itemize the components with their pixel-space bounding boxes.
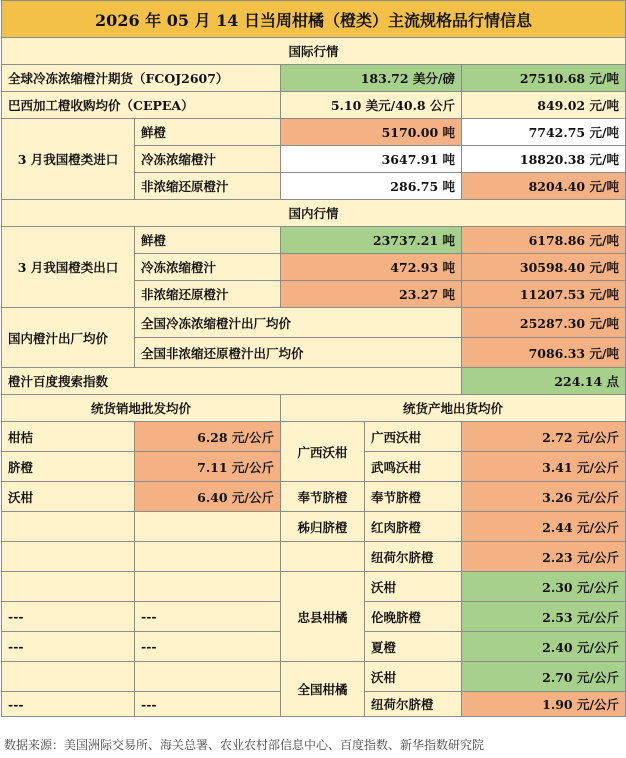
- cepea-price-cny: 849.02 元/吨: [462, 92, 626, 119]
- data-source-note: 数据来源：美国洲际交易所、海关总署、农业农村部信息中心、百度指数、新华指数研究院: [4, 738, 485, 752]
- juice-price-item: 全国非浓缩还原橙汁出厂均价: [135, 338, 462, 368]
- origin-group-empty: [281, 542, 365, 572]
- origin-price: 2.72 元/公斤: [462, 422, 626, 452]
- origin-item-name: 纽荷尔脐橙: [365, 692, 462, 717]
- juice-price-value: 7086.33 元/吨: [462, 338, 626, 368]
- wholesale-empty-cell: [2, 662, 135, 692]
- wholesale-price: 6.40 元/公斤: [135, 482, 281, 512]
- fcoj-price-usd: 183.72 美分/磅: [281, 65, 462, 92]
- import-volume: 5170.00 吨: [281, 119, 462, 146]
- origin-price: 3.41 元/公斤: [462, 452, 626, 482]
- origin-group: 奉节脐橙: [281, 482, 365, 512]
- market-table: [1, 0, 626, 717]
- wholesale-price: ---: [135, 602, 281, 632]
- import-price: 7742.75 元/吨: [462, 119, 626, 146]
- wholesale-empty-cell: [2, 512, 135, 542]
- wholesale-item-name: ---: [2, 692, 135, 717]
- export-price: 11207.53 元/吨: [462, 281, 626, 308]
- wholesale-item-name: 脐橙: [2, 452, 135, 482]
- wholesale-header: 统货销地批发均价: [2, 395, 281, 422]
- origin-group: 忠县柑橘: [281, 572, 365, 662]
- baidu-index-value: 224.14 点: [462, 368, 626, 395]
- wholesale-empty-cell: [135, 542, 281, 572]
- wholesale-item-name: ---: [2, 602, 135, 632]
- juice-price-item: 全国冷冻浓缩橙汁出厂均价: [135, 308, 462, 338]
- origin-price: 2.44 元/公斤: [462, 512, 626, 542]
- wholesale-item-name: 沃柑: [2, 482, 135, 512]
- import-price: 18820.38 元/吨: [462, 146, 626, 173]
- origin-item-name: 夏橙: [365, 632, 462, 662]
- origin-item-name: 广西沃柑: [365, 422, 462, 452]
- export-volume: 23.27 吨: [281, 281, 462, 308]
- wholesale-price: ---: [135, 692, 281, 717]
- wholesale-item-name: 柑桔: [2, 422, 135, 452]
- import-label: 3 月我国橙类进口: [2, 119, 135, 200]
- juice-price-value: 25287.30 元/吨: [462, 308, 626, 338]
- section-domestic: 国内行情: [2, 200, 626, 227]
- origin-item-name: 武鸣沃柑: [365, 452, 462, 482]
- origin-item-name: 纽荷尔脐橙: [365, 542, 462, 572]
- export-label: 3 月我国橙类出口: [2, 227, 135, 308]
- report-title: 2026 年 05 月 14 日当周柑橘（橙类）主流规格品行情信息: [2, 1, 626, 38]
- wholesale-price: 6.28 元/公斤: [135, 422, 281, 452]
- origin-price: 2.53 元/公斤: [462, 602, 626, 632]
- baidu-index-label: 橙汁百度搜索指数: [2, 368, 462, 395]
- export-item-name: 冷冻浓缩橙汁: [135, 254, 281, 281]
- origin-header: 统货产地出货均价: [281, 395, 626, 422]
- origin-group: 全国柑橘: [281, 662, 365, 717]
- import-item-name: 冷冻浓缩橙汁: [135, 146, 281, 173]
- export-volume: 23737.21 吨: [281, 227, 462, 254]
- origin-item-name: 沃柑: [365, 572, 462, 602]
- wholesale-empty-cell: [135, 572, 281, 602]
- origin-item-name: 奉节脐橙: [365, 482, 462, 512]
- wholesale-price: ---: [135, 632, 281, 662]
- wholesale-empty-cell: [2, 572, 135, 602]
- import-item-name: 非浓缩还原橙汁: [135, 173, 281, 200]
- origin-item-name: 伦晚脐橙: [365, 602, 462, 632]
- wholesale-empty-cell: [135, 512, 281, 542]
- cepea-price-usd: 5.10 美元/40.8 公斤: [281, 92, 462, 119]
- origin-group: 秭归脐橙: [281, 512, 365, 542]
- import-price: 8204.40 元/吨: [462, 173, 626, 200]
- wholesale-price: 7.11 元/公斤: [135, 452, 281, 482]
- wholesale-item-name: ---: [2, 632, 135, 662]
- import-volume: 3647.91 吨: [281, 146, 462, 173]
- origin-price: 2.23 元/公斤: [462, 542, 626, 572]
- juice-price-label: 国内橙汁出厂均价: [2, 308, 135, 368]
- origin-price: 3.26 元/公斤: [462, 482, 626, 512]
- origin-price: 2.30 元/公斤: [462, 572, 626, 602]
- origin-price: 2.70 元/公斤: [462, 662, 626, 692]
- origin-group: 广西沃柑: [281, 422, 365, 482]
- origin-item-name: 红肉脐橙: [365, 512, 462, 542]
- wholesale-empty-cell: [135, 662, 281, 692]
- export-volume: 472.93 吨: [281, 254, 462, 281]
- fcoj-label: 全球冷冻浓缩橙汁期货（FCOJ2607）: [2, 65, 281, 92]
- cepea-label: 巴西加工橙收购均价（CEPEA）: [2, 92, 281, 119]
- export-item-name: 鲜橙: [135, 227, 281, 254]
- fcoj-price-cny: 27510.68 元/吨: [462, 65, 626, 92]
- export-price: 30598.40 元/吨: [462, 254, 626, 281]
- origin-price: 2.40 元/公斤: [462, 632, 626, 662]
- import-item-name: 鲜橙: [135, 119, 281, 146]
- origin-price: 1.90 元/公斤: [462, 692, 626, 717]
- origin-item-name: 沃柑: [365, 662, 462, 692]
- export-price: 6178.86 元/吨: [462, 227, 626, 254]
- export-item-name: 非浓缩还原橙汁: [135, 281, 281, 308]
- wholesale-empty-cell: [2, 542, 135, 572]
- section-international: 国际行情: [2, 38, 626, 65]
- import-volume: 286.75 吨: [281, 173, 462, 200]
